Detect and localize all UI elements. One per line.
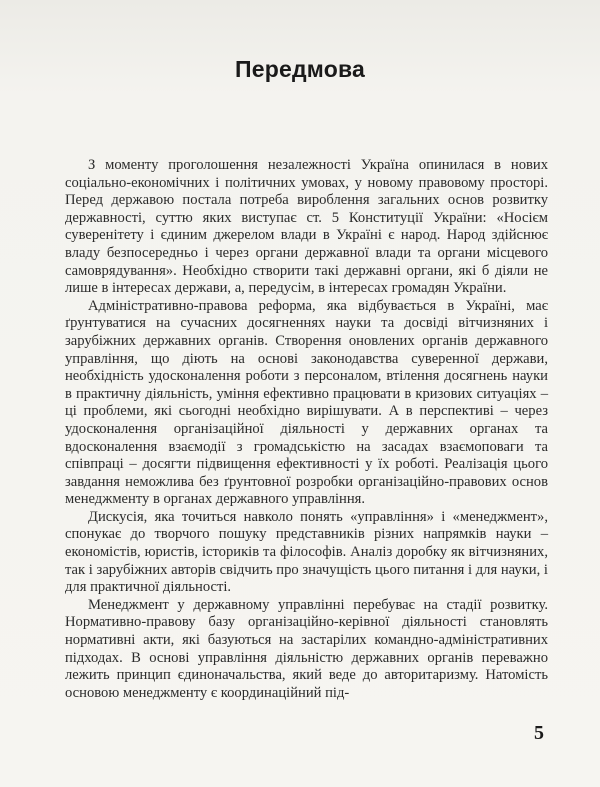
page-title: Передмова	[235, 56, 365, 82]
body-text	[65, 157, 548, 702]
paragraph: З моменту проголошення незалежності Україна опинилася в нових соціально-економічних і політичних умовах, у новому правовому просторі. Перед державою постала потреба вироблення загальних основ розвитку державності, суттю яких виступає ст. 5 Конституції України: «Носієм суверенітету і єдиним джерелом влади в Україні є народ. Народ здійснює владу безпосередньо і через органи державної влади та органи місцевого самоврядування». Необхідно створити такі державні органи, які б діяли не лише в інтересах держави, а, передусім, в інтересах громадян України.	[65, 157, 548, 297]
paragraph: Дискусія, яка точиться навколо понять «управління» і «менеджмент», спонукає до творчого пошуку представників різних напрямків науки – економістів, юристів, істориків та філософів. Аналіз доробку як вітчизняних, так і зарубіжних авторів свідчить про значущість цього питання і для науки, і для практичної діяльності.	[65, 508, 548, 596]
paragraph: Менеджмент у державному управлінні перебуває на стадії розвитку. Нормативно-правову базу організаційно-керівної діяльності становлять нормативні акти, які базуються на застарілих командно-адміністративних підходах. В основі управління діяльністю державних органів переважно лежить принцип єдиноначальства, який веде до авторитаризму. Натомість основою менеджменту є координаційний під-	[65, 596, 548, 701]
page-number: 5	[534, 722, 544, 744]
paragraph: Адміністративно-правова реформа, яка відбувається в Україні, має ґрунтуватися на сучасних досягненнях науки та досвіді вітчизняних і зарубіжних державних органів. Створення оновлених органів державного управління, що діють на основі законодавства суверенної держави, необхідність удосконалення роботи з персоналом, втілення досягнень науки в практичну діяльність, уміння ефективно працювати в кризових ситуаціях – ці проблеми, які сьогодні необхідно вирішувати. А в перспективі – через удосконалення організаційної діяльності у державних органах та вдосконалення взаємодії з громадськістю на засадах взаємоповаги та співпраці – досягти підвищення ефективності у їх роботі. Реалізація цього завдання неможлива без ґрунтовної розробки організаційно-правових основ менеджменту в органах державного управління.	[65, 297, 548, 508]
